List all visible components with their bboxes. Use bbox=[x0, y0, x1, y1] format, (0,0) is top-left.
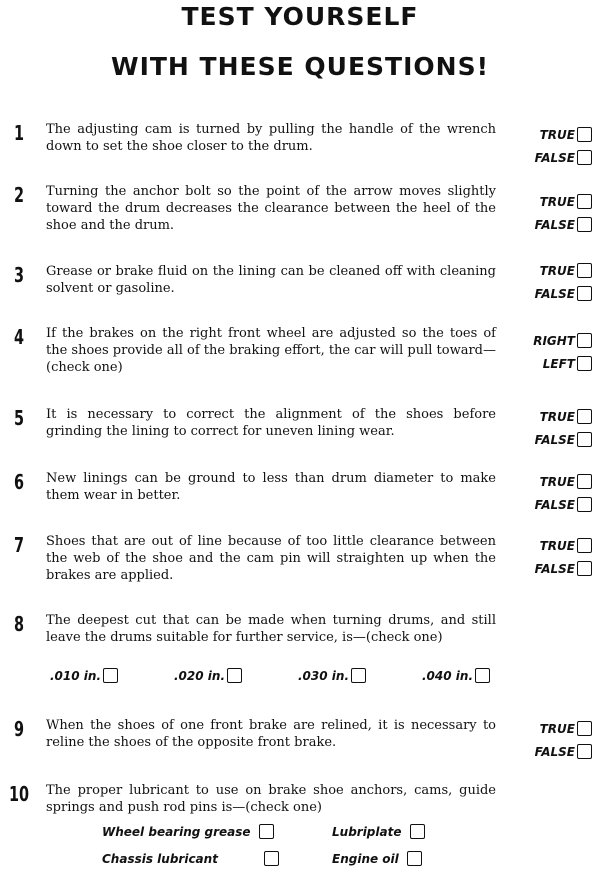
option-label: FALSE bbox=[534, 561, 575, 576]
checkbox[interactable] bbox=[577, 217, 592, 232]
option-false[interactable] bbox=[492, 557, 592, 580]
checkbox[interactable] bbox=[410, 824, 425, 839]
option-false[interactable] bbox=[492, 146, 592, 169]
checkbox[interactable] bbox=[577, 263, 592, 278]
option-true[interactable] bbox=[492, 405, 592, 428]
checkbox[interactable] bbox=[475, 668, 490, 683]
option-label: TRUE bbox=[539, 263, 575, 278]
option-wheel-bearing-grease[interactable] bbox=[102, 824, 274, 839]
question-text: Shoes that are out of line because of too little clearance between the web of the shoe and the cam pin will straighten up when the brakes are applied. bbox=[46, 534, 496, 583]
option-label: .010 in. bbox=[50, 668, 101, 683]
option-true[interactable] bbox=[492, 190, 592, 213]
option-false[interactable] bbox=[492, 213, 592, 236]
checkbox[interactable] bbox=[103, 668, 118, 683]
option-label: TRUE bbox=[539, 194, 575, 209]
option-lubriplate[interactable] bbox=[332, 824, 425, 839]
checkbox[interactable] bbox=[577, 409, 592, 424]
option-label: .030 in. bbox=[298, 668, 349, 683]
checkbox[interactable] bbox=[351, 668, 366, 683]
question-text: If the brakes on the right front wheel are adjusted so the toes of the shoes provide all of the braking effort, the car will pull toward—(check one) bbox=[46, 326, 496, 375]
option-label: FALSE bbox=[534, 150, 575, 165]
checkbox[interactable] bbox=[577, 744, 592, 759]
checkbox[interactable] bbox=[577, 194, 592, 209]
title-line-2: WITH THESE QUESTIONS! bbox=[111, 52, 489, 81]
checkbox[interactable] bbox=[577, 150, 592, 165]
checkbox[interactable] bbox=[407, 851, 422, 866]
question-text: When the shoes of one front brake are relined, it is necessary to reline the shoes of the opposite front brake. bbox=[46, 718, 496, 750]
checkbox[interactable] bbox=[227, 668, 242, 683]
option-label: Lubriplate bbox=[332, 824, 402, 839]
question-text: New linings can be ground to less than drum diameter to make them wear in better. bbox=[46, 471, 496, 503]
option-010[interactable] bbox=[50, 668, 118, 683]
checkbox[interactable] bbox=[577, 561, 592, 576]
option-label: FALSE bbox=[534, 497, 575, 512]
option-false[interactable] bbox=[492, 282, 592, 305]
option-label: FALSE bbox=[534, 432, 575, 447]
checkbox[interactable] bbox=[577, 127, 592, 142]
checkbox[interactable] bbox=[577, 286, 592, 301]
question-number: 4 bbox=[13, 325, 25, 349]
question-number: 10 bbox=[8, 782, 30, 806]
question-text: Turning the anchor bolt so the point of the arrow moves slightly toward the drum decreases the clearance between the heel of the shoe and the drum. bbox=[46, 184, 496, 233]
question-number: 1 bbox=[13, 121, 25, 145]
option-true[interactable] bbox=[492, 470, 592, 493]
checkbox[interactable] bbox=[577, 333, 592, 348]
question-number: 6 bbox=[13, 470, 25, 494]
option-040[interactable] bbox=[422, 668, 490, 683]
question-text: Grease or brake fluid on the lining can be cleaned off with cleaning solvent or gasoline. bbox=[46, 264, 496, 296]
option-label: Wheel bearing grease bbox=[102, 824, 251, 839]
option-020[interactable] bbox=[174, 668, 242, 683]
checkbox[interactable] bbox=[577, 432, 592, 447]
option-label: FALSE bbox=[534, 286, 575, 301]
question-text: The adjusting cam is turned by pulling the handle of the wrench down to set the shoe closer to the drum. bbox=[46, 122, 496, 154]
option-false[interactable] bbox=[492, 428, 592, 451]
option-label: RIGHT bbox=[533, 333, 575, 348]
option-label: TRUE bbox=[539, 409, 575, 424]
title-line-1: TEST YOURSELF bbox=[181, 2, 419, 31]
option-label: .040 in. bbox=[422, 668, 473, 683]
question-number: 8 bbox=[13, 612, 25, 636]
option-label: FALSE bbox=[534, 217, 575, 232]
option-030[interactable] bbox=[298, 668, 366, 683]
option-false[interactable] bbox=[492, 740, 592, 763]
option-label: .020 in. bbox=[174, 668, 225, 683]
question-text: It is necessary to correct the alignment of the shoes before grinding the lining to correct for uneven lining wear. bbox=[46, 407, 496, 439]
checkbox[interactable] bbox=[577, 721, 592, 736]
option-label: Chassis lubricant bbox=[102, 851, 218, 866]
option-true[interactable] bbox=[492, 534, 592, 557]
option-false[interactable] bbox=[492, 493, 592, 516]
option-true[interactable] bbox=[492, 717, 592, 740]
checkbox[interactable] bbox=[577, 497, 592, 512]
option-label: LEFT bbox=[542, 356, 575, 371]
option-label: TRUE bbox=[539, 474, 575, 489]
question-text: The deepest cut that can be made when turning drums, and still leave the drums suitable for further service, is—(check one) bbox=[46, 613, 496, 645]
option-left[interactable] bbox=[492, 352, 592, 375]
option-chassis-lubricant[interactable] bbox=[102, 851, 279, 866]
option-true[interactable] bbox=[492, 123, 592, 146]
option-right[interactable] bbox=[492, 329, 592, 352]
option-label: TRUE bbox=[539, 538, 575, 553]
checkbox[interactable] bbox=[577, 538, 592, 553]
option-label: TRUE bbox=[539, 721, 575, 736]
option-label: TRUE bbox=[539, 127, 575, 142]
checkbox[interactable] bbox=[577, 474, 592, 489]
question-number: 9 bbox=[13, 717, 25, 741]
question-number: 2 bbox=[13, 183, 25, 207]
question-text: The proper lubricant to use on brake shoe anchors, cams, guide springs and push rod pins is—(check one) bbox=[46, 783, 496, 815]
checkbox[interactable] bbox=[577, 356, 592, 371]
option-label: FALSE bbox=[534, 744, 575, 759]
checkbox[interactable] bbox=[264, 851, 279, 866]
question-number: 3 bbox=[13, 263, 25, 287]
option-engine-oil[interactable] bbox=[332, 851, 422, 866]
question-number: 7 bbox=[13, 533, 25, 557]
checkbox[interactable] bbox=[259, 824, 274, 839]
option-true[interactable] bbox=[492, 259, 592, 282]
question-number: 5 bbox=[13, 406, 25, 430]
option-label: Engine oil bbox=[332, 851, 399, 866]
